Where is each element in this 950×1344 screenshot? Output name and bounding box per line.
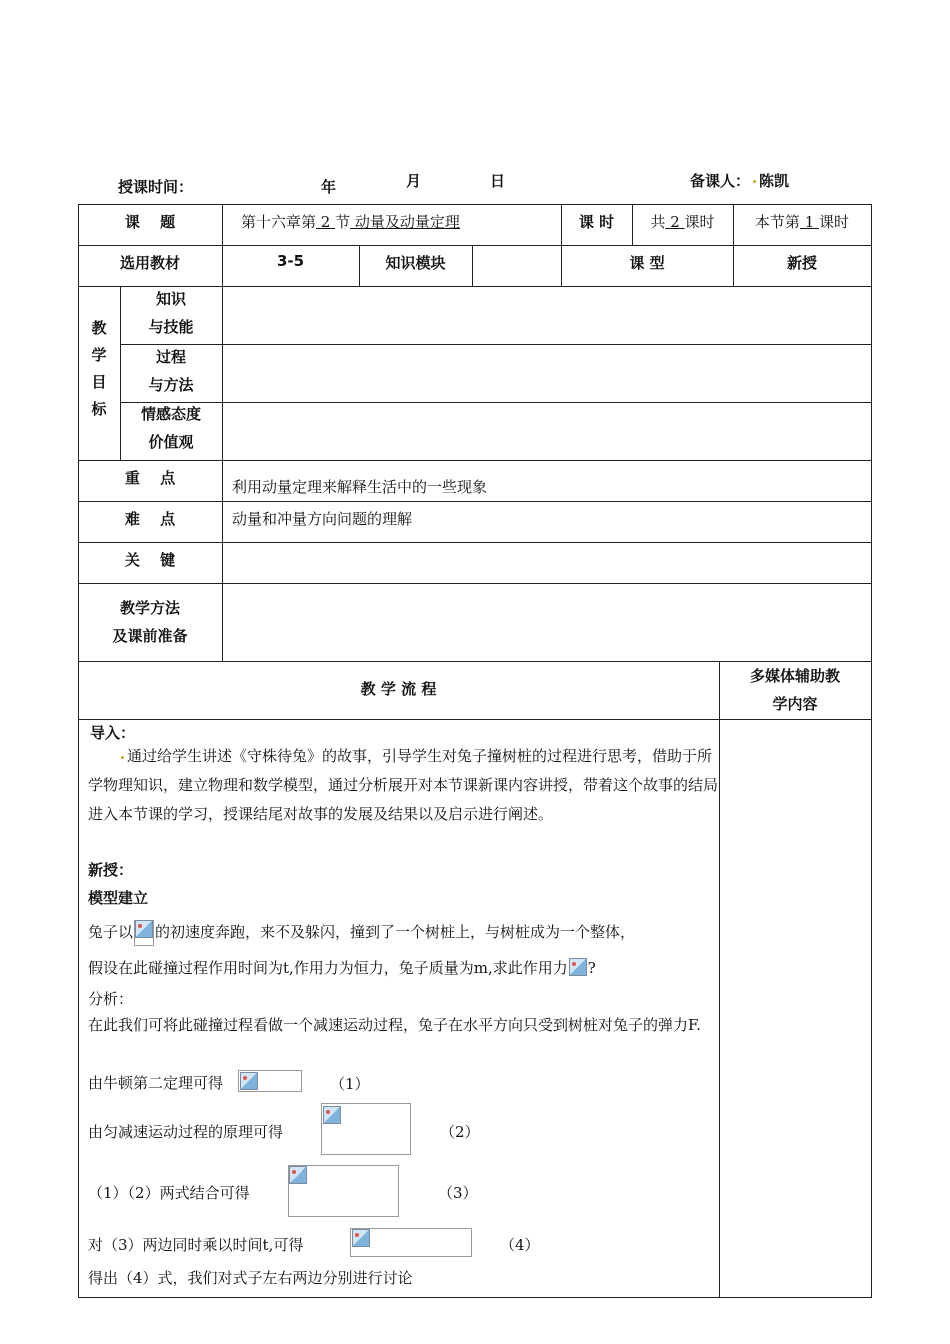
- crux-label: 关 键: [124, 551, 176, 569]
- equation-4-number: （4）: [500, 1236, 540, 1254]
- teaching-flow-header: 教 学 流 程: [360, 680, 437, 698]
- year-label: 年: [321, 178, 337, 196]
- key-point-label: 重 点: [124, 469, 176, 487]
- class-type-label: 课 型: [629, 254, 665, 272]
- equation-1-text: 由牛顿第二定理可得: [88, 1074, 224, 1092]
- equation-1-number: （1）: [330, 1075, 370, 1093]
- current-hour: 本节第 1 课时: [754, 213, 850, 231]
- formula-F-image: [569, 958, 587, 976]
- formula-v0-image: [135, 920, 153, 938]
- difficulty-value: 动量和冲量方向问题的理解: [232, 510, 413, 528]
- discussion-line: 得出（4）式，我们对式子左右两边分别进行讨论: [88, 1269, 413, 1287]
- analysis-label: 分析：: [88, 990, 134, 1008]
- total-hours: 共 2 课时: [650, 213, 715, 231]
- intro-title: 导入：: [90, 724, 136, 742]
- material-label: 选用教材: [119, 254, 180, 272]
- module-label: 知识模块: [385, 254, 446, 272]
- topic-value: 第十六章第 2 节 动量及动量定理: [241, 213, 460, 231]
- intro-paragraph: 通过给学生讲述《守株待兔》的故事，引导学生对兔子撞树桩的过程进行思考，借助于所学物理知识，建立物理和数学模型，通过分析展开对本节课新课内容讲授，带着这个故事的结局进入本节课的学习，授课结尾对故事的发展及结果以及启示进行阐述。: [88, 747, 719, 823]
- paragraph-assumption: 假设在此碰撞过程作用时间为t,作用力为恒力，兔子质量为m,求此作用力 ?: [88, 959, 596, 977]
- media-header: 多媒体辅助教 学内容: [749, 667, 840, 713]
- method-label: 教学方法 及课前准备: [112, 599, 188, 645]
- model-title: 模型建立: [88, 889, 149, 907]
- section-number: 2: [320, 213, 331, 231]
- equation-1-icon: [240, 1072, 258, 1090]
- hours-label: 课 时: [578, 213, 615, 231]
- preparer-name: 陈凯: [759, 172, 790, 190]
- difficulty-label: 难 点: [124, 510, 176, 528]
- topic-label: 课 题: [124, 213, 176, 231]
- goal-knowledge-label: 知识 与技能: [148, 290, 194, 336]
- paragraph-rabbit: 兔子以 的初速度奔跑，来不及躲闪，撞到了一个树桩上，与树桩成为一个整体，: [88, 921, 635, 944]
- equation-4-icon: [352, 1229, 370, 1247]
- lesson-time-label: 授课时间：: [118, 178, 194, 196]
- goal-attitude-label: 情感态度 价值观: [140, 405, 201, 451]
- preparer-label: 备课人： 陈凯: [690, 172, 790, 190]
- analysis-paragraph: 在此我们可将此碰撞过程看做一个减速运动过程，兔子在水平方向只受到树桩对兔子的弹力F.: [88, 1016, 701, 1034]
- teaching-goals-label: 教 学 目 标: [91, 319, 107, 418]
- material-value: 3-5: [276, 252, 305, 270]
- equation-3-number: （3）: [438, 1184, 478, 1202]
- equation-2-icon: [323, 1106, 341, 1124]
- goal-process-label: 过程 与方法: [148, 348, 194, 394]
- equation-2-number: （2）: [440, 1123, 480, 1141]
- equation-2-text: 由匀减速运动过程的原理可得: [88, 1123, 284, 1141]
- equation-3-icon: [289, 1166, 307, 1184]
- topic-title: 动量及动量定理: [354, 213, 460, 231]
- month-label: 月: [406, 172, 422, 190]
- equation-4-text: 对（3）两边同时乘以时间t,可得: [88, 1236, 304, 1254]
- new-lesson-title: 新授：: [88, 861, 134, 879]
- equation-3-text: （1）（2）两式结合可得: [88, 1184, 250, 1202]
- day-label: 日: [490, 172, 506, 190]
- key-point-value: 利用动量定理来解释生活中的一些现象: [232, 478, 488, 496]
- class-type-value: 新授: [786, 254, 817, 272]
